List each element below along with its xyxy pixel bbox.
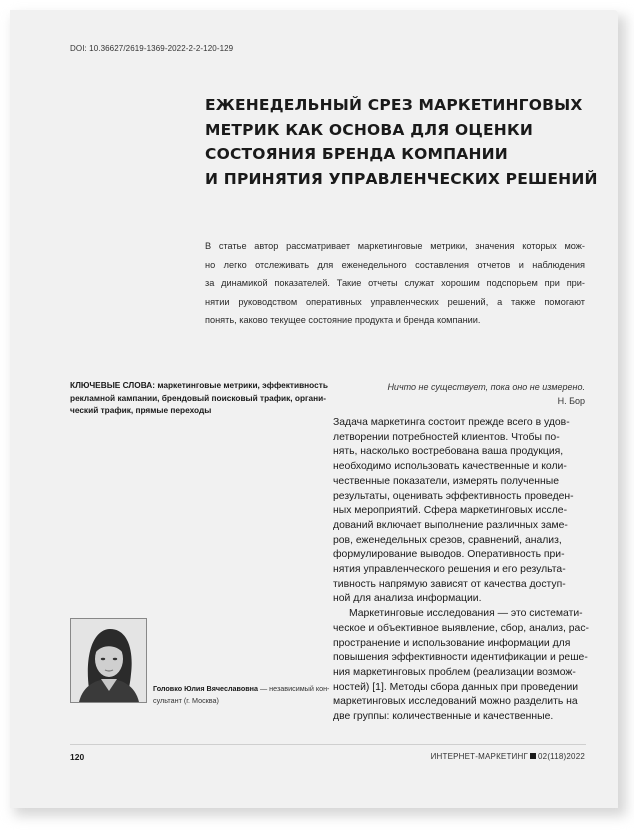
body-line: Маркетинговые исследования — это системати- <box>349 608 583 620</box>
abstract-line: за динамикой показателей. Такие отчеты служат хорошим подспорьем при при- <box>205 278 585 288</box>
article-title <box>205 93 598 191</box>
body-line: ной для анализа информации. <box>333 593 482 605</box>
body-line: повышения эффективности идентификации и реше- <box>333 652 588 664</box>
abstract <box>205 237 585 330</box>
doi-line: DOI: 10.36627/2619-1369-2022-2-2-120-129 <box>70 44 234 53</box>
title-line: И ПРИНЯТИЯ УПРАВЛЕНЧЕСКИХ РЕШЕНИЙ <box>205 169 598 188</box>
keywords-line: рекламной кампании, брендовый поисковый трафик, органи- <box>70 392 326 403</box>
author-line-1 <box>153 683 330 695</box>
title-line: МЕТРИК КАК ОСНОВА ДЛЯ ОЦЕНКИ <box>205 120 533 139</box>
body-line: Задача маркетинга состоит прежде всего в удов- <box>333 417 570 428</box>
body-line: ностей) [1]. Методы сбора данных при проведении <box>333 681 579 693</box>
footer-divider <box>70 744 586 745</box>
epigraph <box>387 380 585 408</box>
epigraph-quote: Ничто не существует, пока оно не измерено. <box>387 382 585 392</box>
keywords-line: ческий трафик, прямые переходы <box>70 405 212 415</box>
body-line: результаты, оценивать эффективность проведен- <box>333 490 574 502</box>
journal-issue: 02(118)2022 <box>538 752 585 761</box>
body-line: две группы: количественные и качественные. <box>333 711 554 723</box>
author-role-continued: сультант (г. Москва) <box>153 695 219 705</box>
body-line: летворении потребностей клиентов. Чтобы по- <box>333 431 560 443</box>
body-line: маркетинговых исследований можно разделить на <box>333 696 578 708</box>
journal-footer <box>431 752 585 761</box>
body-line: ров, еженедельных срезов, сравнений, анализ, <box>333 534 562 546</box>
body-line: чественные показатели, измерять полученные <box>333 475 560 487</box>
abstract-line: В статье автор рассматривает маркетинговые метрики, значения которых мож- <box>205 241 585 251</box>
body-line: ных мероприятий. Сфера маркетинговых иссле- <box>333 505 568 517</box>
abstract-line: понять, каково текущее состояние продукта и бренда компании. <box>205 315 481 325</box>
epigraph-author: Н. Бор <box>557 396 585 406</box>
body-line: нять, насколько востребована ваша продукция, <box>333 446 564 458</box>
author-photo <box>70 618 147 703</box>
author-role: — независимый кон- <box>258 684 330 693</box>
author-portrait-image <box>71 619 146 702</box>
body-text <box>333 416 589 725</box>
square-bullet-icon <box>530 753 536 759</box>
keywords-line: КЛЮЧЕВЫЕ СЛОВА: маркетинговые метрики, эффективность <box>70 380 328 390</box>
author-name: Головко Юлия Вячеславовна <box>153 684 258 693</box>
journal-name: ИНТЕРНЕТ-МАРКЕТИНГ <box>430 752 529 761</box>
abstract-line: но легко отслеживать для еженедельного составления отчетов и наблюдения <box>205 259 585 270</box>
body-line: тивность напрямую зависят от качества доступ- <box>333 578 566 590</box>
title-line: ЕЖЕНЕДЕЛЬНЫЙ СРЕЗ МАРКЕТИНГОВЫХ <box>205 96 583 114</box>
body-line: нятия управленческого решения и его результа- <box>333 564 566 576</box>
page-number: 120 <box>70 752 85 762</box>
keywords <box>70 379 328 417</box>
title-line: СОСТОЯНИЯ БРЕНДА КОМПАНИИ <box>205 145 508 163</box>
body-line: дований включает выполнение различных заме- <box>333 519 568 531</box>
body-line: ния маркетинговых проблем (реализации возмож- <box>333 666 576 678</box>
body-line: необходимо использовать качественные и коли- <box>333 461 567 473</box>
body-line: ческое и объективное выявление, сбор, анализ, рас- <box>333 622 589 634</box>
abstract-line: нятии руководством оперативных управленческих решений, а также помогают <box>205 296 585 307</box>
body-line: пространение и использование информации для <box>333 637 571 649</box>
author-info <box>153 683 330 706</box>
body-line: формулирование выводов. Оперативность при- <box>333 549 565 561</box>
